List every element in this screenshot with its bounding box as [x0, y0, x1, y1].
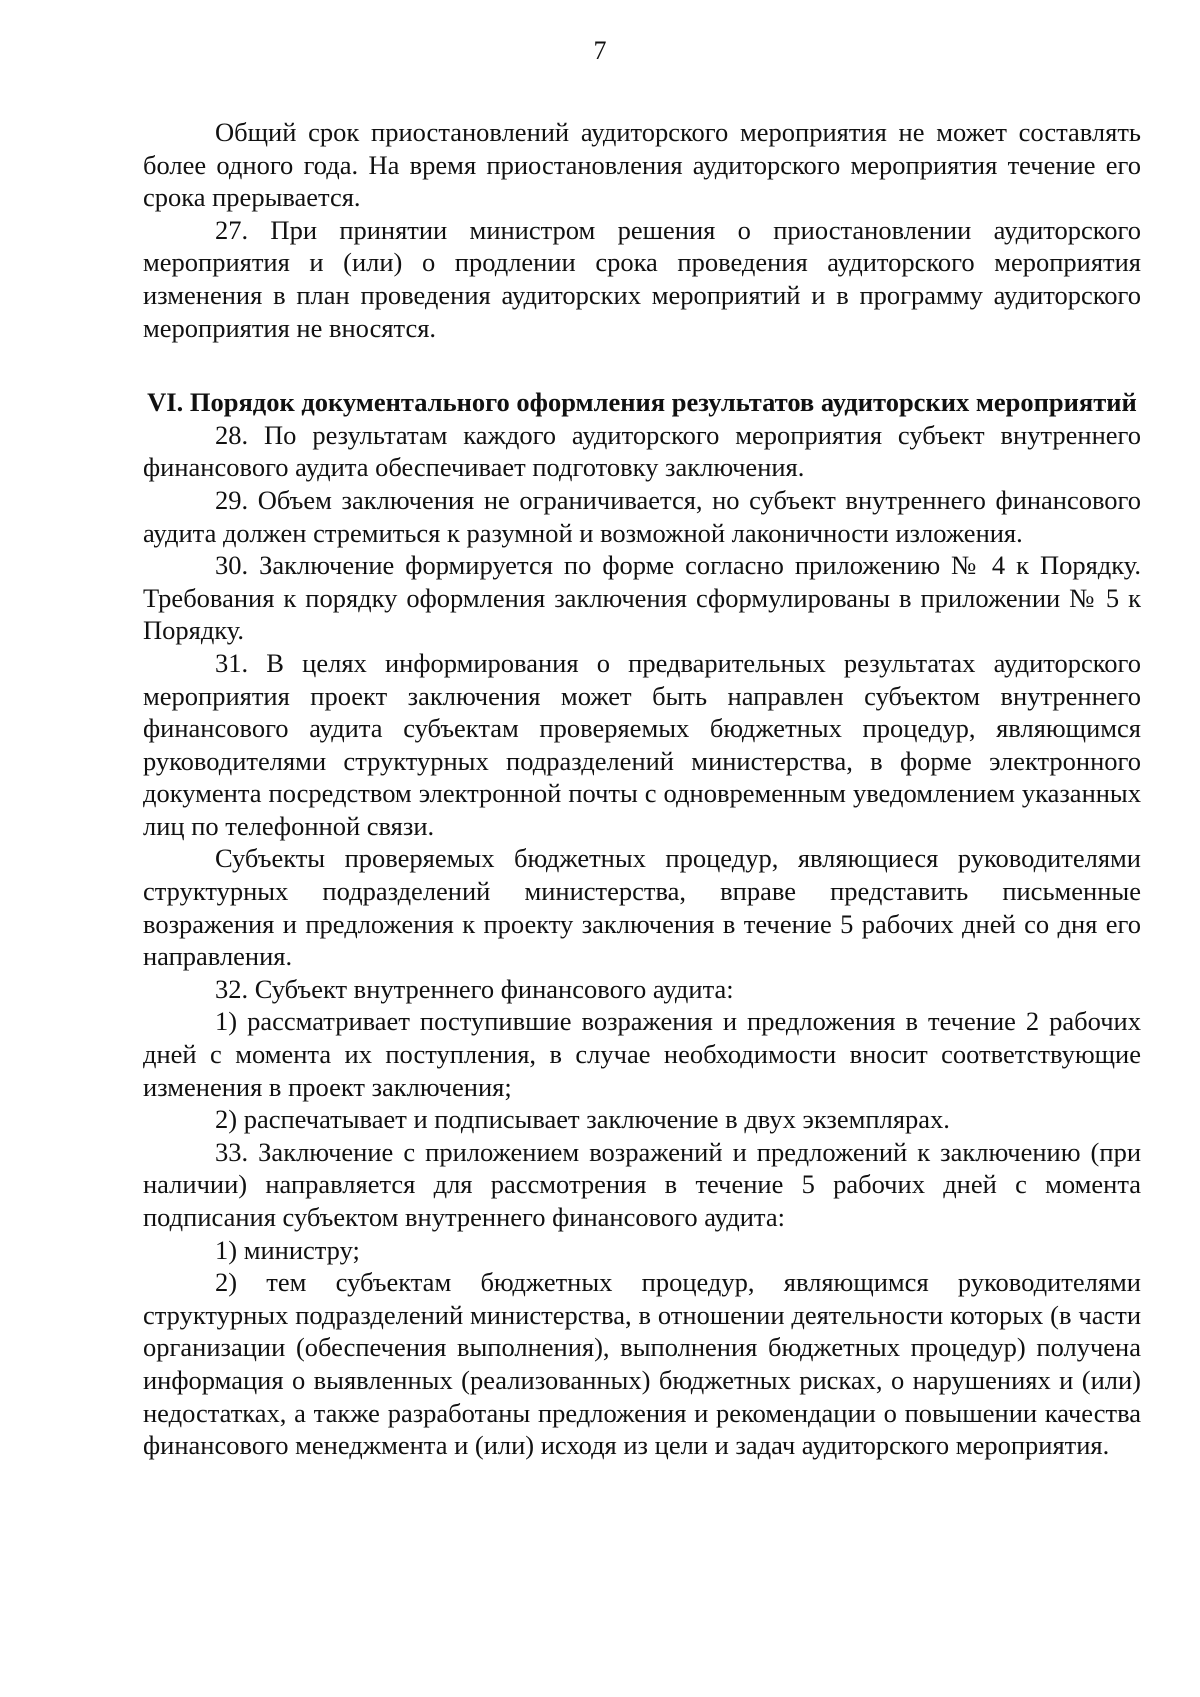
page-number: 7: [593, 36, 607, 65]
paragraph-31: 31. В целях информирования о предварительных результатах аудиторского мероприятия проект заключения может быть направлен субъектом внутреннего финансового аудита субъектам проверяемых бюджетных процедур, являющимся руководителями структурных подразделений министерства, в форме электронного документа посредством электронной почты с одновременным уведомлением указанных лиц по телефонной связи.: [143, 647, 1141, 841]
paragraph-30: 30. Заключение формируется по форме согласно приложению № 4 к Порядку. Требования к порядку оформления заключения сформулированы в приложении № 5 к Порядку.: [143, 550, 1141, 646]
paragraph-33: 33. Заключение с приложением возражений и предложений к заключению (при наличии) направляется для рассмотрения в течение 5 рабочих дней с момента подписания субъектом внутреннего финансового аудита:: [143, 1136, 1141, 1232]
section-heading: VI. Порядок документального оформления результатов аудиторских мероприятий: [147, 387, 1137, 418]
document-body: [143, 116, 1141, 1462]
paragraph-32-item-2: 2) распечатывает и подписывает заключение в двух экземплярах.: [215, 1104, 950, 1135]
paragraph-33-item-1: 1) министру;: [215, 1234, 360, 1265]
paragraph-32: 32. Субъект внутреннего финансового аудита:: [215, 973, 734, 1004]
paragraph-32-item-1: 1) рассматривает поступившие возражения и предложения в течение 2 рабочих дней с момента их поступления, в случае необходимости вносит соответствующие изменения в проект заключения;: [143, 1006, 1141, 1102]
paragraph-27: 27. При принятии министром решения о приостановлении аудиторского мероприятия и (или) о продлении срока проведения аудиторского мероприятия изменения в план проведения аудиторских мероприятий и в программу аудиторского мероприятия не вносятся.: [143, 214, 1141, 343]
paragraph-suspension-term: Общий срок приостановлений аудиторского мероприятия не может составлять более одного года. На время приостановления аудиторского мероприятия течение его срока прерывается.: [143, 117, 1141, 213]
paragraph-29: 29. Объем заключения не ограничивается, но субъект внутреннего финансового аудита должен стремиться к разумной и возможной лаконичности изложения.: [143, 484, 1141, 548]
paragraph-31-objections: Субъекты проверяемых бюджетных процедур, являющиеся руководителями структурных подразделений министерства, вправе представить письменные возражения и предложения к проекту заключения в течение 5 рабочих дней со дня его направления.: [143, 843, 1141, 972]
paragraph-28: 28. По результатам каждого аудиторского мероприятия субъект внутреннего финансового аудита обеспечивает подготовку заключения.: [143, 419, 1141, 483]
paragraph-33-item-2: 2) тем субъектам бюджетных процедур, являющимся руководителями структурных подразделений министерства, в отношении деятельности которых (в части организации (обеспечения выполнения), выполнения бюджетных процедур) получена информация о выявленных (реализованных) бюджетных рисках, о нарушениях и (или) недостатках, а также разработаны предложения и рекомендации о повышении качества финансового менеджмента и (или) исходя из цели и задач аудиторского мероприятия.: [143, 1267, 1141, 1461]
